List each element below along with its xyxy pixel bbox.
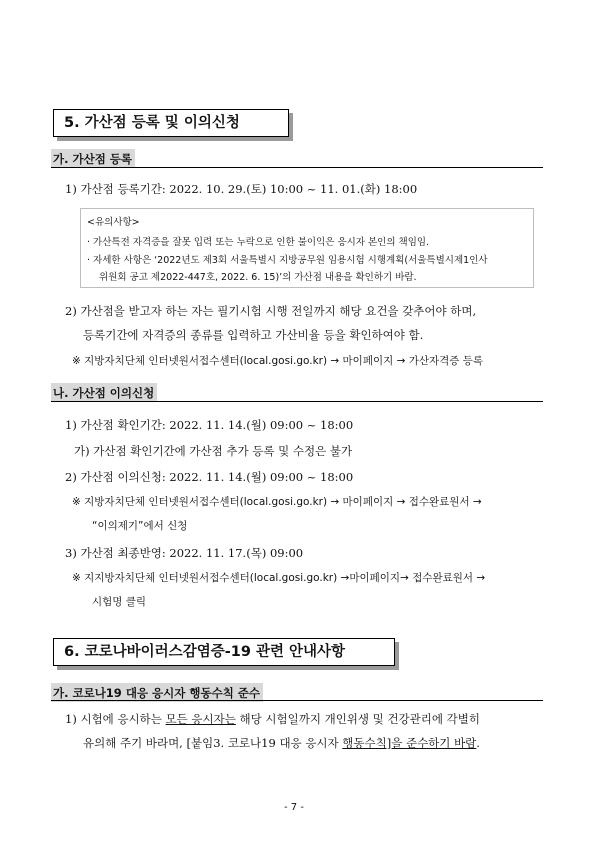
covid-line-1-suffix: 해당 시험일까지 개인위생 및 건강관리에 각별히 [235,712,480,726]
section-5-sub-a-heading: 가. 가산점 등록 [51,149,135,168]
registration-requirement-line-1: 2) 가산점을 받고자 하는 자는 필기시험 시행 전일까지 해당 요건을 갖추어야 하며, [65,304,477,318]
divider [51,401,543,402]
registration-requirement-line-2: 등록기간에 자격증의 종류를 입력하고 가산비율 등을 확인하여야 함. [83,328,424,342]
notice-line-3: 위원회 공고 제2022-447호, 2022. 6. 15)’의 가산점 내용을 확인하기 바람. [99,272,417,283]
notice-line-2: · 자세한 사항은 ‘2022년도 제3회 서울특별시 지방공무원 임용시험 시행계획(서울특별시제1인사 [87,255,488,266]
covid-guideline-line-2 [83,735,480,751]
objection-period: 2) 가산점 이의신청: 2022. 11. 14.(월) 09:00 ~ 18:00 [65,470,354,484]
covid-line-1-prefix: 1) 시험에 응시하는 [65,712,166,726]
registration-reference: ※ 지방자치단체 인터넷원서접수센터(local.gosi.go.kr) → 마이페이지 → 가산자격증 등록 [72,355,484,367]
final-reflection-date: 3) 가산점 최종반영: 2022. 11. 17.(목) 09:00 [65,546,304,560]
divider [51,700,543,701]
objection-reference-line-1: ※ 지방자치단체 인터넷원서접수센터(local.gosi.go.kr) → 마이페이지 → 접수완료원서 → [72,496,482,508]
section-5-title [53,109,289,137]
objection-reference-line-2: “이의제기”에서 신청 [92,520,188,532]
covid-guideline-line-1 [65,711,480,727]
notice-line-1: · 가산특전 자격증을 잘못 입력 또는 누락으로 인한 불이익은 응시자 본인의 책임임. [87,237,430,248]
confirmation-period: 1) 가산점 확인기간: 2022. 11. 14.(월) 09:00 ~ 18:00 [65,418,354,432]
section-6-sub-a-heading: 가. 코로나19 대응 응시자 행동수칙 준수 [51,683,263,702]
confirmation-note: 가) 가산점 확인기간에 가산점 추가 등록 및 수정은 불가 [74,444,353,458]
covid-line-1-emphasis: 모든 응시자는 [165,712,236,726]
covid-line-2-prefix: 유의해 주기 바라며, [붙임3. 코로나19 대응 응시자 [83,736,343,750]
registration-period: 1) 가산점 등록기간: 2022. 10. 29.(토) 10:00 ~ 11. 01.(화) 18:00 [65,182,418,196]
divider [51,167,543,168]
final-reference-line-1: ※ 지지방자치단체 인터넷원서접수센터(local.gosi.go.kr) →마이페이지→ 접수완료원서 → [72,572,486,584]
notice-label: <유의사항> [87,217,140,228]
covid-line-2-suffix: . [476,736,480,750]
covid-line-2-emphasis: 행동수칙]을 준수하기 바람 [342,736,477,750]
notice-box [80,208,534,288]
section-6-title [53,638,395,666]
section-5-title-text: 5. 가산점 등록 및 이의신청 [64,115,240,131]
page-number: - 7 - [284,802,304,813]
final-reference-line-2: 시험명 클릭 [92,596,147,608]
section-5-sub-b-heading: 나. 가산점 이의신청 [51,383,157,402]
section-6-title-text: 6. 코로나바이러스감염증-19 관련 안내사항 [64,644,346,660]
